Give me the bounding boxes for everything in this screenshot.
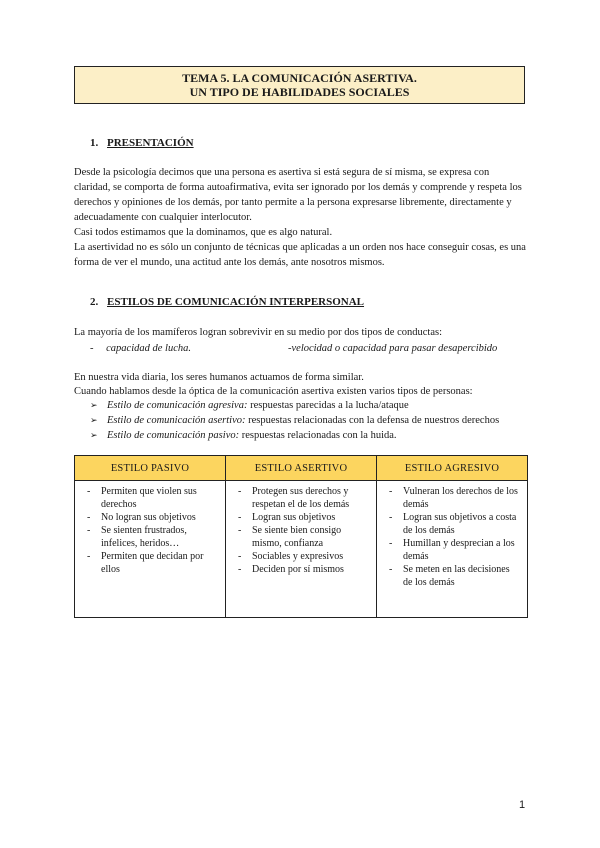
style-name: Estilo de comunicación agresiva: bbox=[107, 400, 248, 411]
style-name: Estilo de comunicación asertivo: bbox=[107, 415, 246, 426]
types-line: Cuando hablamos desde la óptica de la comunicación asertiva existen varios tipos de personas: bbox=[74, 386, 473, 397]
style-desc: respuestas relacionadas con la defensa de nuestros derechos bbox=[245, 415, 500, 426]
style-name: Estilo de comunicación pasivo: bbox=[107, 430, 240, 441]
list-item: - Vulneran los derechos de los demás bbox=[383, 485, 521, 511]
list-item: - Permiten que violen sus derechos bbox=[81, 485, 219, 511]
daily-life-line: En nuestra vida diaria, los seres humanos actuamos de forma similar. bbox=[74, 372, 364, 383]
styles-bullet-list bbox=[90, 398, 499, 443]
arrow-bullet-icon: ➢ bbox=[90, 415, 98, 425]
title-line-2: UN TIPO DE HABILIDADES SOCIALES bbox=[189, 85, 410, 99]
cell-agresivo bbox=[377, 481, 528, 618]
arrow-bullet-icon: ➢ bbox=[90, 400, 98, 410]
header-agresivo: ESTILO AGRESIVO bbox=[377, 456, 528, 481]
section-2-intro: La mayoría de los mamíferos logran sobrevivir en su medio por dos tipos de conductas: bbox=[74, 327, 442, 338]
title-box bbox=[74, 66, 525, 104]
list-item bbox=[90, 413, 499, 428]
list-item bbox=[90, 398, 499, 413]
table-header-row bbox=[75, 456, 528, 481]
arrow-bullet-icon: ➢ bbox=[90, 430, 98, 440]
title-line-1: TEMA 5. LA COMUNICACIÓN ASERTIVA. bbox=[182, 71, 417, 85]
table-row bbox=[75, 481, 528, 618]
cell-asertivo bbox=[226, 481, 377, 618]
list-item: - Permiten que decidan por ellos bbox=[81, 550, 219, 576]
section-2-title: ESTILOS DE COMUNICACIÓN INTERPERSONAL bbox=[107, 296, 365, 308]
list-item: - Se meten en las decisiones de los demás bbox=[383, 563, 521, 589]
conduct-row bbox=[90, 341, 498, 356]
list-item: - No logran sus objetivos bbox=[81, 511, 219, 524]
list-item: - Logran sus objetivos a costa de los demás bbox=[383, 511, 521, 537]
style-desc: respuestas parecidas a la lucha/ataque bbox=[247, 400, 409, 411]
section-1-heading bbox=[90, 136, 194, 150]
conduct-dash: - bbox=[90, 343, 94, 354]
list-item: - Deciden por sí mismos bbox=[232, 563, 370, 576]
section-1-paragraph-1: Desde la psicología decimos que una persona es asertiva si está segura de sí misma, se expresa con claridad, se comporta de forma autoafirmativa, evita ser ignorado por los demás y comprende y respeta los derechos y opiniones de los demás, por tanto permite a la persona expresarse libremente, directamente y adecuadamente con cualquier interlocutor. bbox=[74, 167, 522, 223]
list-item: - Se siente bien consigo mismo, confianza bbox=[232, 524, 370, 550]
header-pasivo: ESTILO PASIVO bbox=[75, 456, 226, 481]
section-2-number: 2. bbox=[90, 296, 99, 308]
styles-table bbox=[74, 455, 528, 618]
conduct-2: -velocidad o capacidad para pasar desapercibido bbox=[288, 343, 498, 354]
list-item bbox=[90, 428, 499, 443]
list-item: - Protegen sus derechos y respetan el de los demás bbox=[232, 485, 370, 511]
section-1-number: 1. bbox=[90, 137, 99, 149]
cell-pasivo bbox=[75, 481, 226, 618]
list-item: - Humillan y desprecian a los demás bbox=[383, 537, 521, 563]
conduct-1: capacidad de lucha. bbox=[106, 343, 191, 354]
style-desc: respuestas relacionadas con la huida. bbox=[239, 430, 397, 441]
section-2-heading bbox=[90, 295, 364, 309]
list-item: - Logran sus objetivos bbox=[232, 511, 370, 524]
section-1-paragraph-3: La asertividad no es sólo un conjunto de técnicas que aplicadas a un orden nos hace conseguir cosas, es una forma de ver el mundo, una actitud ante los demás, ante nosotros mismos. bbox=[74, 242, 526, 268]
section-1-title: PRESENTACIÓN bbox=[107, 137, 194, 149]
section-1-paragraph-2: Casi todos estimamos que la dominamos, que es algo natural. bbox=[74, 227, 333, 238]
page-number: 1 bbox=[519, 799, 526, 811]
list-item: - Se sienten frustrados, infelices, heridos… bbox=[81, 524, 219, 550]
list-item: - Sociables y expresivos bbox=[232, 550, 370, 563]
header-asertivo: ESTILO ASERTIVO bbox=[226, 456, 377, 481]
